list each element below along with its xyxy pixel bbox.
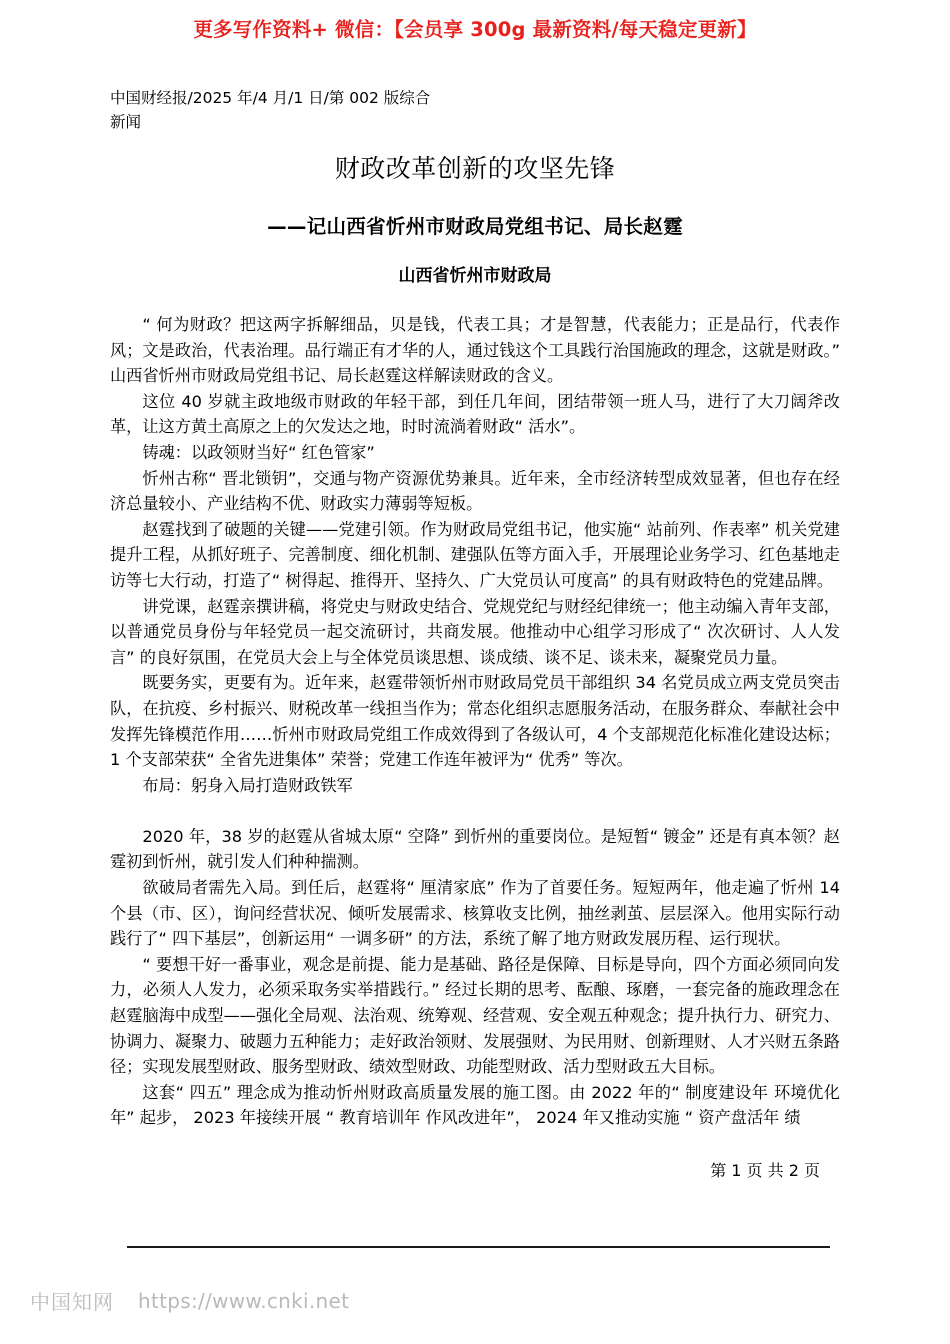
body-paragraph: 欲破局者需先入局。到任后，赵霆将“ 厘清家底” 作为了首要任务。短短两年，他走遍了忻州 14 个县（市、区），询问经营状况、倾听发展需求、核算收支比例，抽丝剥茧、层层深入。他用实际行动践行了“ 四下基层”，创新运用“ 一调多研” 的方法，系统了解了地方财政发展历程、运行现状。 bbox=[110, 878, 840, 949]
body-paragraph: 布局：躬身入局打造财政铁军 bbox=[142, 775, 353, 795]
document-sheet bbox=[0, 86, 950, 1183]
body-paragraph: 这套“ 四五” 理念成为推动忻州财政高质量发展的施工图。由 2022 年的“ 制度建设年 环境优化年” 起步， 2023 年接续开展 “ 教育培训年 作风改进年”， 2024 年又推动实施 “ 资产盘活年 绩 bbox=[110, 1082, 840, 1128]
page-title: 财政改革创新的攻坚先锋 bbox=[334, 154, 616, 183]
body-paragraph: 忻州古称“ 晋北锁钥”，交通与物产资源优势兼具。近年来，全市经济转型成效显著，但也存在经济总量较小、产业结构不优、财政实力薄弱等短板。 bbox=[110, 468, 840, 514]
body-paragraph: “ 何为财政？把这两字拆解细品，贝是钱，代表工具；才是智慧，代表能力；正是品行，代表作风；文是政治，代表治理。品行端正有才华的人，通过钱这个工具践行治国施政的理念，这就是财政。” 山西省忻州市财政局党组书记、局长赵霆这样解读财政的含义。 bbox=[110, 315, 840, 386]
promo-banner: 更多写作资料+ 微信：【会员享 300g 最新资料/每天稳定更新】 bbox=[193, 18, 757, 41]
body-paragraph: 讲党课，赵霆亲撰讲稿，将党史与财政史结合、党规党纪与财经纪律统一；他主动编入青年支部，以普通党员身份与年轻党员一起交流研讨，共商发展。他推动中心组学习形成了“ 次次研讨、人人发言” 的良好氛围，在党员大会上与全体党员谈思想、谈成绩、谈不足、谈未来，凝聚党员力量。 bbox=[110, 596, 840, 667]
body-paragraph: 铸魂：以政领财当好“ 红色管家” bbox=[142, 442, 375, 462]
document-subtitle: ——记山西省忻州市财政局党组书记、局长赵霆 bbox=[267, 215, 683, 238]
source-line: 中国财经报/2025 年/4 月/1 日/第 002 版综合新闻 bbox=[110, 89, 431, 131]
body-paragraph: 这位 40 岁就主政地级市财政的年轻干部，到任几年间，团结带领一班人马，进行了大刀阔斧改革，让这方黄土高原之上的欠发达之地，时时流淌着财政“ 活水”。 bbox=[110, 391, 840, 437]
paragraph-spacer bbox=[110, 798, 840, 824]
body-paragraph: 2020 年，38 岁的赵霆从省城太原“ 空降” 到忻州的重要岗位。是短暂“ 镀金” 还是有真本领？赵霆初到忻州，就引发人们种种揣测。 bbox=[110, 826, 840, 872]
cnki-url: https://www.cnki.net bbox=[138, 1288, 350, 1313]
page-footer: 第 1 页 共 2 页 bbox=[710, 1161, 820, 1180]
cnki-watermark bbox=[30, 1286, 349, 1315]
article-body bbox=[110, 312, 840, 1131]
cnki-name: 中国知网 bbox=[30, 1290, 114, 1314]
body-paragraph: 既要务实，更要有为。近年来，赵霆带领忻州市财政局党员干部组织 34 名党员成立两支党员突击队，在抗疫、乡村振兴、财税改革一线担当作为；常态化组织志愿服务活动，在服务群众、奉献社会中发挥先锋模范作用……忻州市财政局党组工作成效得到了各级认可，4 个支部规范化标准化建设达标；1 个支部荣获“ 全省先进集体” 荣誉；党建工作连年被评为“ 优秀” 等次。 bbox=[110, 673, 840, 770]
bottom-divider bbox=[127, 1246, 830, 1248]
body-paragraph: “ 要想干好一番事业，观念是前提、能力是基础、路径是保障、目标是导向，四个方面必须同向发力，必须人人发力，必须采取务实举措践行。” 经过长期的思考、酝酿、琢磨，一套完备的施政理念在赵霆脑海中成型——强化全局观、法治观、统筹观、经营观、安全观五种观念；提升执行力、研究力、协调力、凝聚力、破题力五种能力；走好政治领财、发展强财、为民用财、创新理财、人才兴财五条路径；实现发展型财政、服务型财政、绩效型财政、功能型财政、活力型财政五大目标。 bbox=[110, 954, 840, 1077]
document-byline: 山西省忻州市财政局 bbox=[398, 266, 552, 286]
body-paragraph: 赵霆找到了破题的关键——党建引领。作为财政局党组书记，他实施“ 站前列、作表率” 机关党建提升工程，从抓好班子、完善制度、细化机制、建强队伍等方面入手，开展理论业务学习、红色基地走访等七大行动，打造了“ 树得起、推得开、坚持久、广大党员认可度高” 的具有财政特色的党建品牌。 bbox=[110, 519, 840, 590]
